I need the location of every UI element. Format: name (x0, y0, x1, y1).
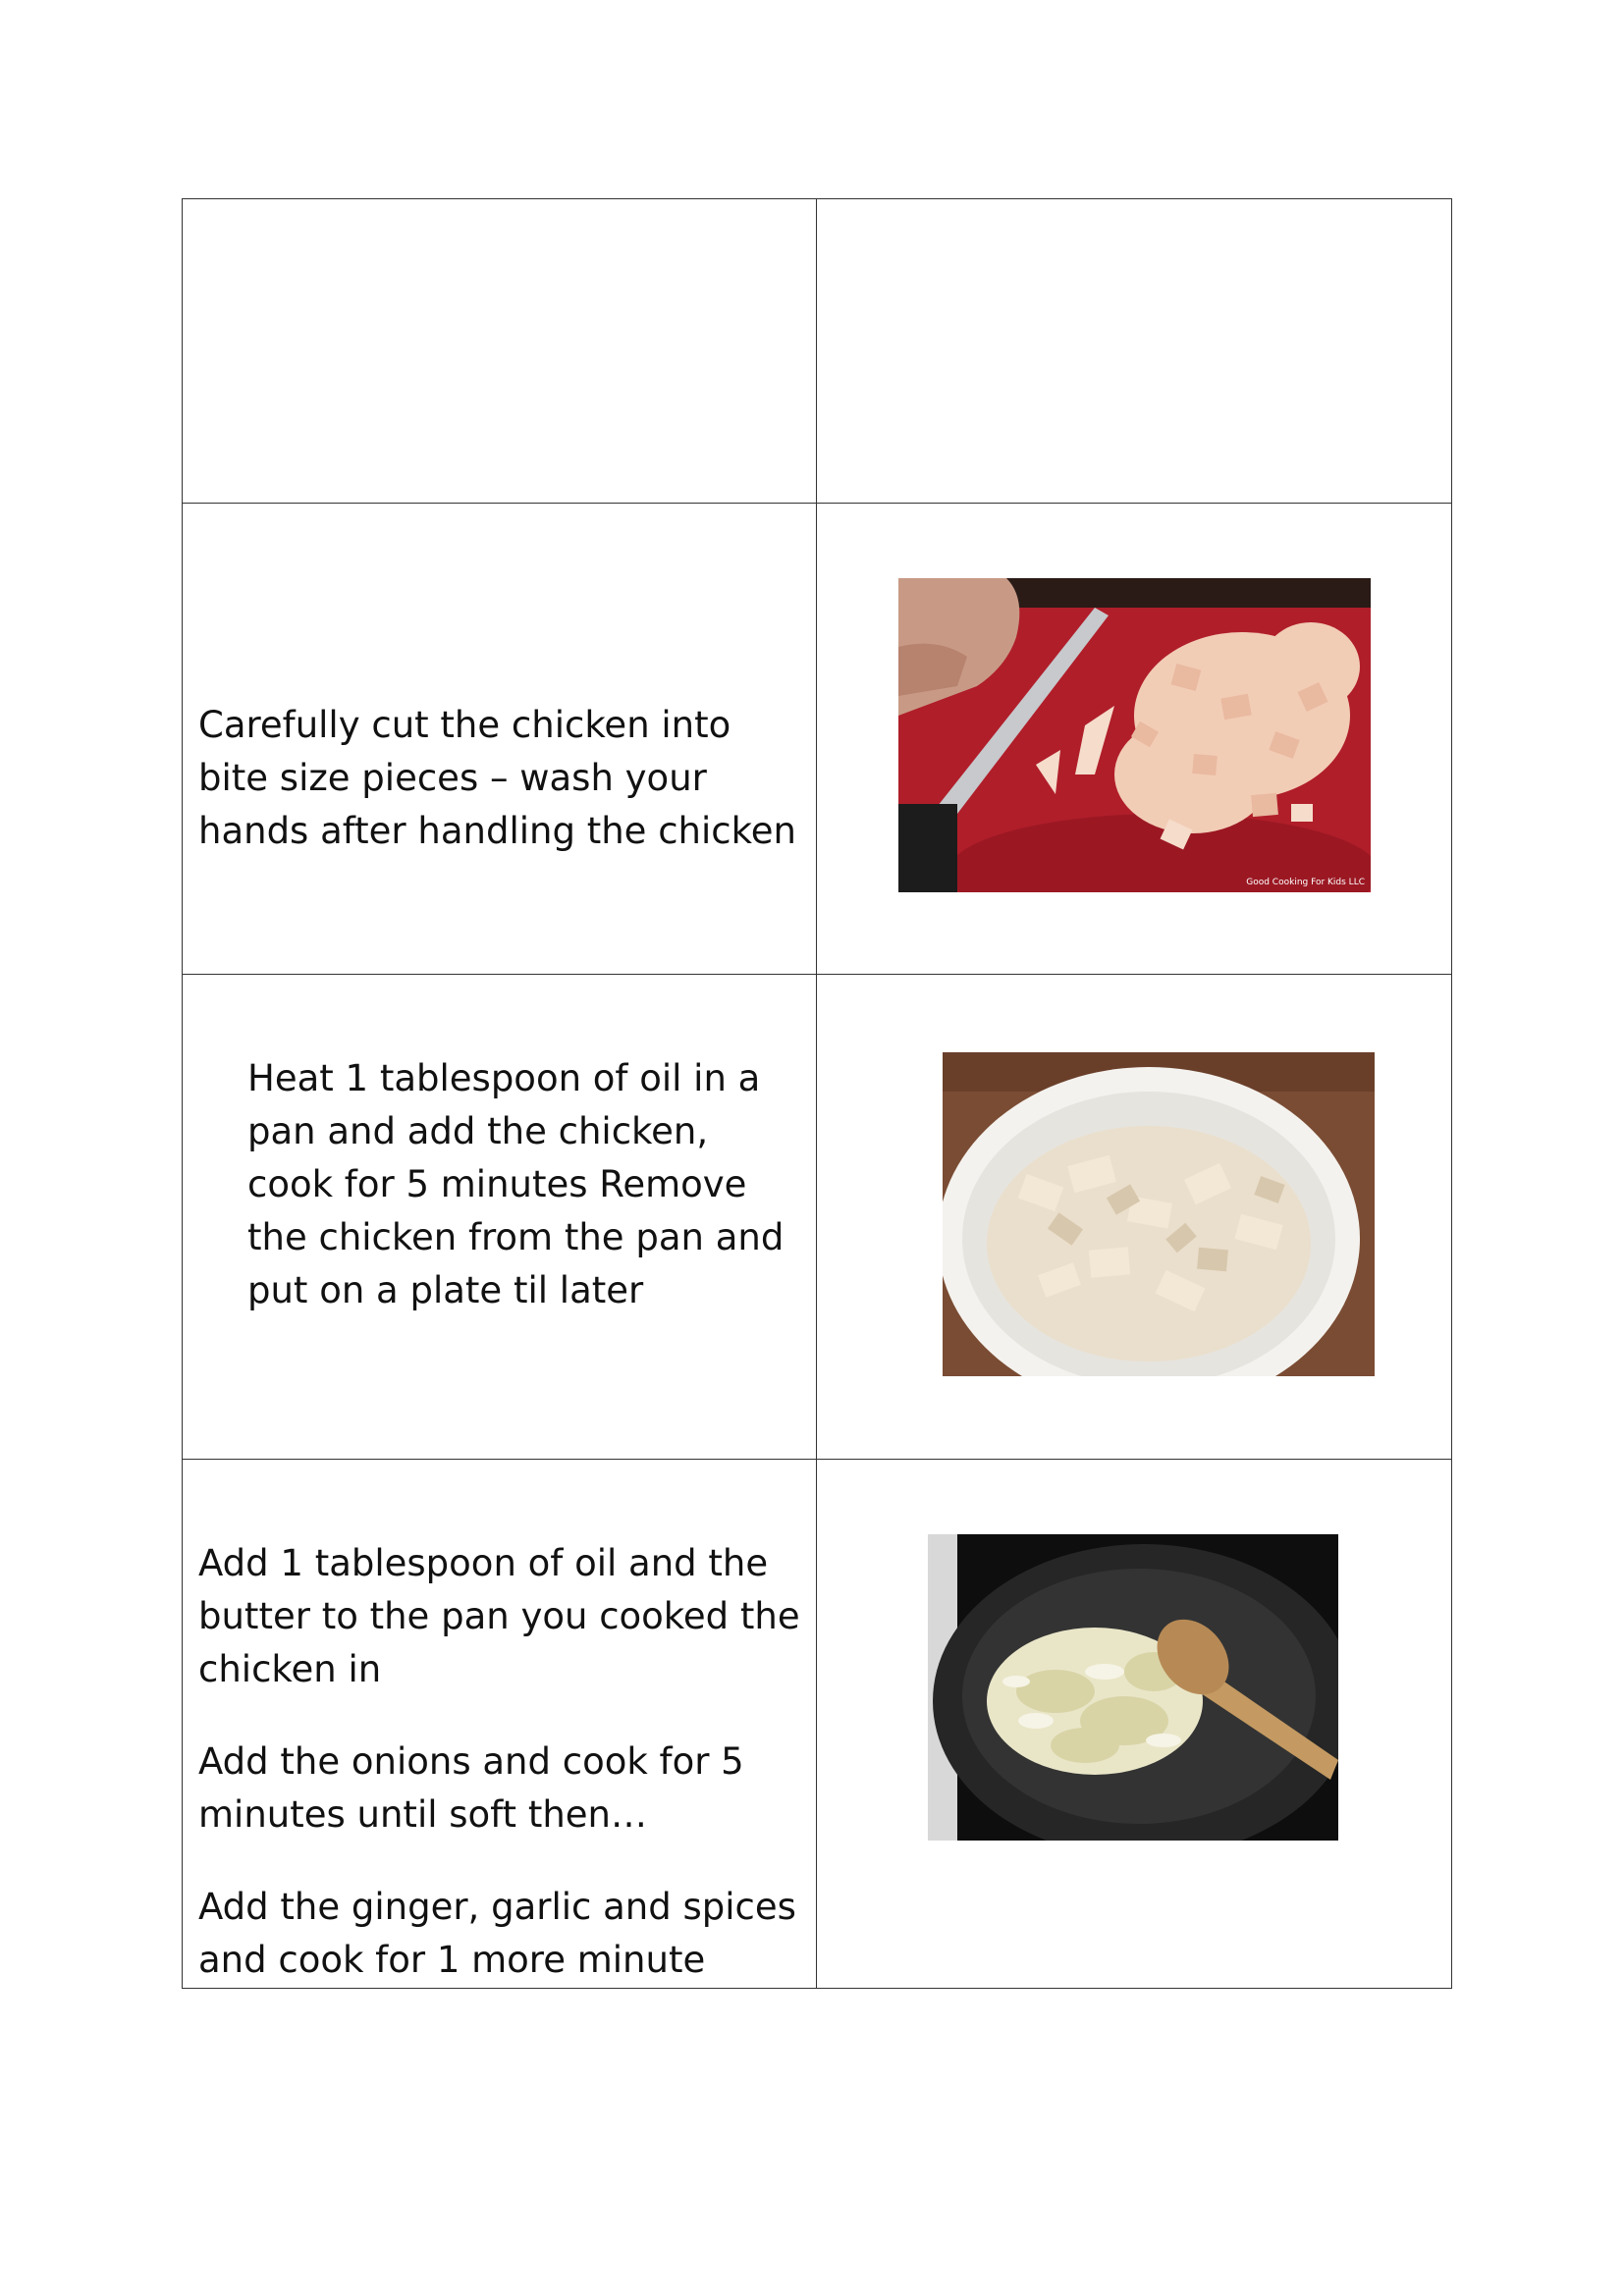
step-image-cell (817, 1460, 1451, 1988)
step-text-cell (183, 975, 817, 1460)
step-paragraph: Carefully cut the chicken into bite size pieces – wash your hands after handling the chicken (198, 704, 796, 852)
onions-in-wok-photo (928, 1534, 1338, 1841)
step-image-cell (817, 975, 1451, 1460)
step-cell-empty-left (183, 199, 817, 504)
step-text (247, 1052, 797, 1317)
step-image-cell (817, 504, 1451, 975)
step-paragraph: Heat 1 tablespoon of oil in a pan and add the chicken, cook for 5 minutes Remove the chicken from the pan and put on a plate til later (247, 1057, 785, 1311)
cooked-chicken-bowl-photo (943, 1052, 1375, 1376)
step-paragraph: Add 1 tablespoon of oil and the butter to the pan you cooked the chicken in (198, 1542, 800, 1690)
step-text-cell (183, 1460, 817, 1988)
recipe-steps-table (182, 198, 1452, 1989)
step-paragraph: Add the onions and cook for 5 minutes until soft then… (198, 1740, 744, 1836)
chopping-chicken-photo (898, 578, 1371, 892)
step-text (198, 699, 807, 858)
step-paragraph: Add the ginger, garlic and spices and cook for 1 more minute (198, 1886, 796, 1981)
photo-watermark: Good Cooking For Kids LLC (1246, 878, 1365, 887)
step-cell-empty-right (817, 199, 1451, 504)
step-text-cell (183, 504, 817, 975)
step-text (198, 1537, 807, 1987)
